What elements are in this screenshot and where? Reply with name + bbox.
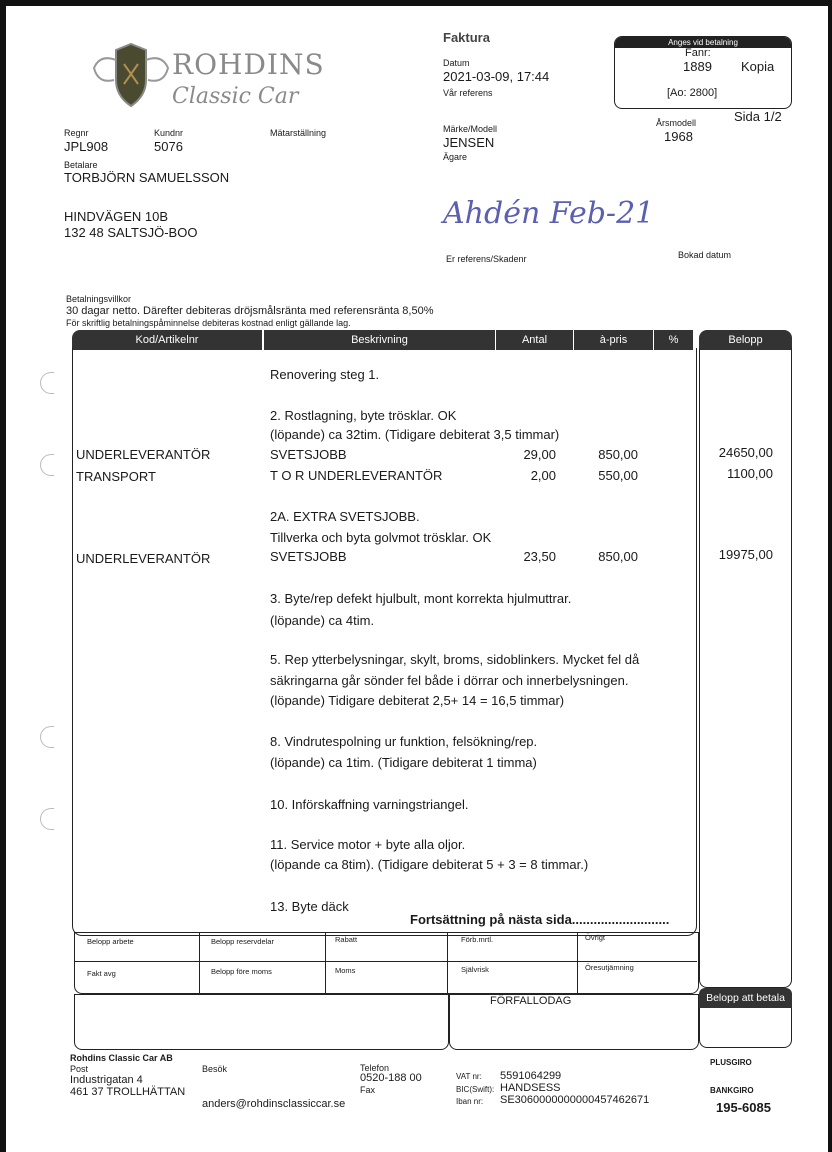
line-desc: Renovering steg 1. — [270, 367, 380, 382]
summary-grid — [74, 932, 699, 994]
customer-city: 132 48 SALTSJÖ-BOO — [64, 225, 198, 240]
col-header-kod: Kod/Artikelnr — [72, 330, 262, 350]
belopp-reservdelar-label: Belopp reservdelar — [211, 937, 274, 946]
sjalvrisk-label: Självrisk — [461, 965, 489, 974]
betalare-label: Betalare — [64, 160, 98, 170]
line-desc: Tillverka och byta golvmot trösklar. OK — [270, 530, 492, 545]
line-desc: (löpande) ca 1tim. (Tidigare debiterat 1 timma) — [270, 755, 537, 770]
line-desc: 8. Vindrutespolning ur funktion, felsökning/rep. — [270, 734, 538, 749]
footer-plusgiro-label: PLUSGIRO — [710, 1058, 752, 1067]
customer-name: TORBJÖRN SAMUELSSON — [64, 170, 230, 185]
belopp-fore-moms-label: Belopp före moms — [211, 967, 272, 976]
terms-label: Betalningsvillkor — [66, 294, 132, 304]
forb-mrtl-label: Förb.mrtl. — [461, 935, 494, 944]
line-desc: (löpande) ca 4tim. — [270, 613, 375, 628]
footer-city: 461 37 TROLLHÄTTAN — [70, 1086, 186, 1098]
binder-hole — [40, 372, 54, 394]
line-desc: SVETSJOBB — [270, 549, 347, 564]
binder-hole — [40, 808, 54, 830]
page-number: Sida 1/2 — [734, 109, 782, 124]
matar-label: Mätarställning — [270, 128, 327, 138]
line-antal: 2,00 — [530, 468, 556, 483]
line-belopp: 24650,00 — [718, 445, 773, 460]
amount-due-header: Belopp att betala — [699, 988, 792, 1008]
marke-label: Märke/Modell — [443, 124, 498, 134]
forfallodag-label: FÖRFALLODAG — [490, 995, 572, 1007]
line-desc: 5. Rep ytterbelysningar, skylt, broms, sidoblinkers. Mycket fel då — [270, 652, 640, 667]
kundnr-value: 5076 — [154, 139, 183, 154]
datum-value: 2021-03-09, 17:44 — [443, 69, 550, 84]
arsmodell-label: Årsmodell — [656, 118, 697, 128]
blank-box — [74, 994, 449, 1050]
er-ref-label: Er referens/Skadenr — [446, 254, 527, 264]
col-header-apris: à-pris — [573, 330, 653, 350]
terms-line1: 30 dagar netto. Därefter debiteras dröjsmålsränta med referensränta 8,50% — [66, 305, 434, 317]
fanr-label: Fanr: — [685, 47, 711, 59]
footer-fax-label: Fax — [360, 1085, 376, 1095]
logo-wordmark: ROHDINS — [172, 48, 325, 81]
footer-bankgiro-label: BANKGIRO — [710, 1086, 754, 1095]
line-desc: 2. Rostlagning, byte trösklar. OK — [270, 408, 457, 423]
col-header-antal: Antal — [495, 330, 573, 350]
footer-bankgiro: 195-6085 — [716, 1100, 771, 1115]
line-apris: 550,00 — [598, 468, 638, 483]
bokad-label: Bokad datum — [678, 250, 732, 260]
footer-bic: HANDSESS — [500, 1082, 561, 1094]
agare-label: Ägare — [443, 152, 468, 162]
line-desc: 10. Införskaffning varningstriangel. — [270, 797, 469, 812]
line-desc: T O R UNDERLEVERANTÖR — [270, 468, 443, 483]
amount-due-box — [699, 1008, 792, 1048]
ovrigt-label: Övrigt — [585, 933, 606, 942]
footer-telefon: 0520-188 00 — [360, 1072, 422, 1084]
var-ref-label: Vår referens — [443, 88, 493, 98]
footer-iban: SE3060000000000457462671 — [500, 1094, 650, 1106]
line-apris: 850,00 — [598, 447, 638, 462]
continuation-note: Fortsättning på nästa sida........................... — [410, 912, 670, 927]
col-header-pct: % — [653, 330, 693, 350]
col-header-belopp: Belopp — [699, 330, 792, 350]
line-desc: (löpande ca 8tim). (Tidigare debiterat 5 + 3 = 8 timmar.) — [270, 857, 589, 872]
kopia-label: Kopia — [741, 59, 775, 74]
line-desc: säkringarna går sönder fel både i dörrar och innerbelysningen. — [270, 673, 629, 688]
ao-value: [Ao: 2800] — [667, 87, 718, 99]
line-desc: (löpande) Tidigare debiterat 2,5+ 14 = 16,5 timmar) — [270, 693, 565, 708]
kundnr-label: Kundnr — [154, 128, 184, 138]
footer-bic-label: BIC(Swift): — [456, 1085, 495, 1094]
line-kod: UNDERLEVERANTÖR — [76, 551, 211, 566]
customer-street: HINDVÄGEN 10B — [64, 209, 169, 224]
regnr-value: JPL908 — [64, 139, 109, 154]
line-desc: 11. Service motor + byte alla oljor. — [270, 837, 466, 852]
col-header-beskrivning: Beskrivning — [263, 330, 495, 350]
binder-hole — [40, 454, 54, 476]
line-antal: 23,50 — [523, 549, 556, 564]
arsmodell-value: 1968 — [664, 129, 693, 144]
logo-emblem-icon — [86, 40, 176, 112]
line-apris: 850,00 — [598, 549, 638, 564]
belopp-arbete-label: Belopp arbete — [87, 937, 134, 946]
regnr-label: Regnr — [64, 128, 89, 138]
fanr-value: 1889 — [683, 59, 712, 74]
paybox-header: Anges vid betalning — [615, 37, 791, 48]
line-desc: (löpande) ca 32tim. (Tidigare debiterat 3,5 timmar) — [270, 427, 560, 442]
line-kod: TRANSPORT — [76, 469, 156, 484]
payment-reference-box — [614, 36, 792, 109]
moms-label: Moms — [335, 966, 356, 975]
oresutjamning-label: Öresutjämning — [585, 963, 634, 972]
line-kod: UNDERLEVERANTÖR — [76, 447, 211, 462]
footer-vat: 5591064299 — [500, 1070, 562, 1082]
marke-value: JENSEN — [443, 135, 495, 150]
line-antal: 29,00 — [523, 447, 556, 462]
binder-hole — [40, 726, 54, 748]
line-desc: 13. Byte däck — [270, 899, 349, 914]
footer-iban-label: Iban nr: — [456, 1097, 484, 1106]
fakt-avg-label: Fakt avg — [87, 969, 116, 978]
footer-besok-label: Besök — [202, 1064, 228, 1074]
line-desc: SVETSJOBB — [270, 447, 347, 462]
amount-column-box — [699, 348, 792, 988]
rabatt-label: Rabatt — [335, 935, 358, 944]
line-belopp: 1100,00 — [726, 466, 773, 481]
footer-post-label: Post — [70, 1064, 89, 1074]
logo-tagline: Classic Car — [172, 84, 299, 109]
footer-vat-label: VAT nr: — [456, 1072, 482, 1081]
handwritten-reference: Ahdén Feb-21 — [443, 196, 655, 231]
footer-telefon-label: Telefon — [360, 1063, 390, 1073]
line-desc: 2A. EXTRA SVETSJOBB. — [270, 509, 420, 524]
footer-street: Industrigatan 4 — [70, 1074, 143, 1086]
line-belopp: 19975,00 — [718, 547, 773, 562]
due-date-box — [449, 994, 699, 1050]
footer-email: anders@rohdinsclassiccar.se — [202, 1098, 346, 1110]
terms-line2: För skriftlig betalningspåminnelse debiteras kostnad enligt gällande lag. — [66, 318, 351, 328]
line-desc: 3. Byte/rep defekt hjulbult, mont korrekta hjulmuttrar. — [270, 591, 572, 606]
doc-type: Faktura — [443, 30, 490, 45]
footer-company: Rohdins Classic Car AB — [70, 1053, 173, 1063]
datum-label: Datum — [443, 58, 470, 68]
